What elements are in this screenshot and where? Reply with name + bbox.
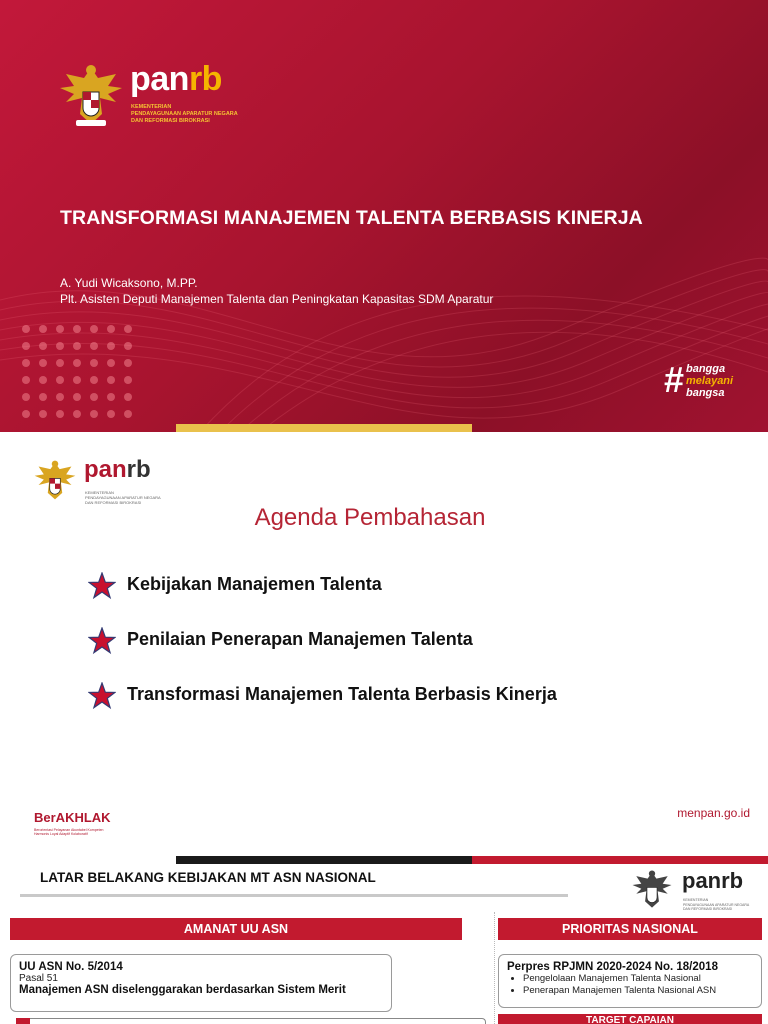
agenda-item-label: Penilaian Penerapan Manajemen Talenta — [127, 629, 473, 649]
agenda-item — [88, 627, 608, 657]
garuda-emblem-icon — [630, 868, 674, 912]
presentation-title: TRANSFORMASI MANAJEMEN TALENTA BERBASIS KINERJA — [60, 207, 643, 229]
background-slide — [0, 864, 768, 1024]
accent-bar — [176, 424, 472, 432]
star-bullet-icon — [88, 572, 116, 600]
ministry-name: KEMENTERIAN PENDAYAGUNAAN APARATUR NEGARA DAN REFORMASI BIROKRASI — [683, 898, 750, 911]
uu-asn-card — [10, 954, 392, 1012]
bangga-melayani-bangsa-tagline: # bangga melayani bangsa — [664, 359, 734, 400]
star-bullet-icon — [88, 682, 116, 710]
footer-bar-red — [472, 856, 768, 864]
list-item: • Penerapan Manajemen Talenta Nasional ASN — [523, 985, 753, 997]
title-underline — [20, 894, 568, 897]
agenda-item-label: Kebijakan Manajemen Talenta — [127, 574, 382, 594]
law-article: Pasal 51 — [19, 973, 58, 984]
footer-bar-dark — [176, 856, 472, 864]
next-card-marker — [16, 1018, 30, 1024]
law-statement: Manajemen ASN diselenggarakan berdasarkan Sistem Merit — [19, 984, 346, 996]
agenda-heading: Agenda Pembahasan — [254, 504, 486, 531]
panrb-logo: panrb — [682, 868, 744, 893]
perpres-card — [498, 954, 762, 1008]
agenda-item — [88, 682, 608, 732]
website-link[interactable]: menpan.go.id — [677, 806, 750, 820]
perpres-bullets — [507, 973, 753, 997]
ministry-name: KEMENTERIAN PENDAYAGUNAAN APARATUR NEGARA DAN REFORMASI BIROKRASI — [85, 490, 161, 505]
panrb-logo: panrb — [84, 456, 151, 483]
list-item: • Pengelolaan Manajemen Talenta Nasional — [523, 973, 753, 985]
agenda-item-label: Transformasi Manajemen Talenta Berbasis Kinerja — [127, 684, 557, 704]
panrb-logo: panrb — [130, 60, 222, 98]
target-capaian-header: TARGET CAPAIAN — [498, 1014, 762, 1024]
dot-pattern — [22, 325, 162, 421]
next-card-edge — [16, 1018, 486, 1024]
law-title: UU ASN No. 5/2014 — [19, 961, 123, 973]
speaker-name: A. Yudi Wicaksono, M.PP. — [60, 276, 198, 290]
star-bullet-icon — [88, 627, 116, 655]
garuda-emblem-icon — [32, 458, 78, 504]
berakhlak-logo: BerAKHLAK — [34, 810, 111, 825]
prioritas-nasional-header: PRIORITAS NASIONAL — [498, 918, 762, 940]
berakhlak-subtitle: Berorientasi Pelayanan Akuntabel Kompeten Harmonis Loyal Adaptif Kolaboratif — [34, 828, 104, 836]
title-slide — [0, 0, 768, 432]
garuda-emblem-icon — [56, 62, 126, 130]
agenda-slide — [0, 432, 768, 864]
speaker-info — [60, 275, 493, 307]
speaker-role: Plt. Asisten Deputi Manajemen Talenta dan Peningkatan Kapasitas SDM Aparatur — [60, 292, 494, 306]
agenda-item — [88, 572, 608, 602]
column-divider — [494, 912, 495, 1024]
amanat-uu-asn-header: AMANAT UU ASN — [10, 918, 462, 940]
perpres-title: Perpres RPJMN 2020-2024 No. 18/2018 — [507, 961, 718, 973]
slide-title: LATAR BELAKANG KEBIJAKAN MT ASN NASIONAL — [40, 870, 376, 885]
ministry-name: KEMENTERIAN PENDAYAGUNAAN APARATUR NEGARA DAN REFORMASI BIROKRASI — [131, 104, 238, 124]
